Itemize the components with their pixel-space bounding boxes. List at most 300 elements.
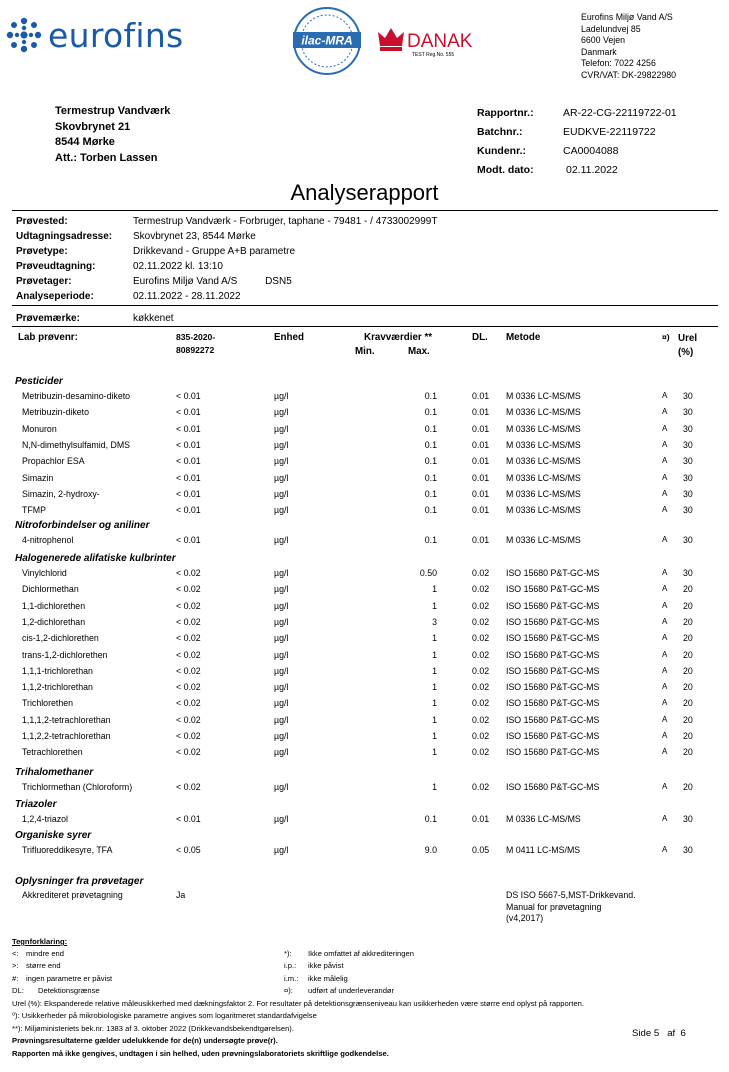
method: M 0336 LC-MS/MS <box>506 505 581 516</box>
col-lab-header: Lab prøvenr: <box>18 332 78 343</box>
max-value: 0.1 <box>424 488 437 499</box>
max-value: 0.1 <box>424 535 437 545</box>
section-title: Halogenerede alifatiske kulbrinter <box>15 553 176 564</box>
result-row <box>0 782 729 798</box>
page-title: Analyserapport <box>290 180 439 205</box>
urel-value: 20 <box>683 698 693 709</box>
result-row <box>0 715 729 731</box>
method: M 0336 LC-MS/MS <box>506 535 581 545</box>
max-value: 1 <box>432 747 437 758</box>
accreditation-flag: A <box>662 649 668 659</box>
lab-address-line: CVR/VAT: DK-29822980 <box>581 69 677 80</box>
urel-value: 20 <box>683 600 693 611</box>
meta-label: Kundenr.: <box>477 145 526 157</box>
section-title: Oplysninger fra prøvetager <box>15 876 144 887</box>
max-value: 0.1 <box>424 456 437 467</box>
detection-limit: 0.01 <box>472 505 490 516</box>
parameter-name: Vinylchlorid <box>22 568 67 578</box>
accreditation-flag: A <box>662 747 668 757</box>
legend-note: Urel (%): Ekspanderede relative måleusikkerhed med dækningsfaktor 2. For resultater på detektionsgrænseniveau kan usikkerheden være større end oplyst på rapporten. <box>12 999 584 1008</box>
result-row <box>0 584 729 600</box>
legend-symbol: DL: <box>12 986 24 996</box>
legend-item <box>12 960 112 972</box>
meta-row <box>477 142 677 161</box>
legend-title: Tegnforklaring: <box>12 937 68 946</box>
parameter-name: Simazin, 2-hydroxy- <box>22 488 100 499</box>
client-address <box>55 104 170 166</box>
divider <box>12 305 718 306</box>
divider <box>12 210 718 211</box>
max-value: 1 <box>432 633 437 644</box>
accreditation-flag: A <box>662 633 668 643</box>
extra-method-line: Manual for prøvetagning <box>506 901 602 912</box>
legend-text: ikke påvist <box>308 961 344 971</box>
accreditation-flag: A <box>662 845 668 854</box>
unit: µg/l <box>274 814 289 824</box>
parameter-name: 1,1-dichlorethen <box>22 600 86 611</box>
method: M 0336 LC-MS/MS <box>506 423 581 434</box>
extra-label: Akkrediteret prøvetagning <box>22 890 123 900</box>
info-row <box>16 311 174 326</box>
parameter-name: 1,1,2-trichlorethan <box>22 682 93 693</box>
accreditation-flag: A <box>662 714 668 724</box>
extra-method-line: DS ISO 5667-5,MST-Drikkevand. <box>506 890 636 900</box>
parameter-name: Dichlormethan <box>22 584 79 595</box>
meta-row <box>477 104 677 123</box>
unit: µg/l <box>274 439 289 450</box>
accreditation-flag: A <box>662 568 668 577</box>
detection-limit: 0.02 <box>472 633 490 644</box>
lab-address-line: Eurofins Miljø Vand A/S <box>581 12 673 22</box>
detection-limit: 0.02 <box>472 714 490 725</box>
urel-value: 20 <box>683 714 693 725</box>
max-value: 1 <box>432 782 437 792</box>
detection-limit: 0.01 <box>472 488 490 499</box>
info-row <box>16 274 437 289</box>
client-line: 8544 Mørke <box>55 136 115 148</box>
lab-address-line: Telefon: 7022 4256 <box>581 58 656 68</box>
section-title: Nitroforbindelser og aniliner <box>15 520 150 531</box>
accreditation-flag: A <box>662 731 668 740</box>
legend-note: ⁰): Usikkerheder på mikrobiologiske parametre angives som logaritmeret standardafvigelse <box>12 1011 317 1021</box>
detection-limit: 0.02 <box>472 568 490 578</box>
result-value: < 0.02 <box>176 698 201 709</box>
danak-reg: TEST Reg.No. 555 <box>412 52 455 58</box>
urel-value: 30 <box>683 456 693 467</box>
unit: µg/l <box>274 568 289 578</box>
danak-text: DANAK <box>407 31 473 52</box>
sample-mark <box>16 311 174 326</box>
legend-item <box>284 985 414 997</box>
detection-limit: 0.02 <box>472 649 490 660</box>
col-max-header: Max. <box>408 346 430 357</box>
parameter-name: cis-1,2-dichlorethen <box>22 633 99 644</box>
legend-symbol: *): <box>284 949 292 958</box>
parameter-name: TFMP <box>22 505 46 516</box>
result-value: < 0.01 <box>176 391 201 401</box>
parameter-name: Propachlor ESA <box>22 456 85 467</box>
legend-text: udført af underleverandør <box>308 986 395 996</box>
parameter-name: 1,1,2,2-tetrachlorethan <box>22 731 111 741</box>
method: ISO 15680 P&T-GC-MS <box>506 747 600 758</box>
result-value: < 0.02 <box>176 782 201 792</box>
method: M 0336 LC-MS/MS <box>506 456 581 467</box>
method: M 0336 LC-MS/MS <box>506 472 581 483</box>
legend-item <box>284 960 414 972</box>
meta-value: 02.11.2022 <box>566 164 618 176</box>
result-value: < 0.02 <box>176 714 201 725</box>
page-number: Side 5 af 6 <box>632 1028 686 1039</box>
accreditation-flag: A <box>662 665 668 675</box>
section-title: Trihalomethaner <box>15 767 94 778</box>
result-row <box>0 535 729 551</box>
result-row <box>0 424 729 440</box>
method: ISO 15680 P&T-GC-MS <box>506 568 600 578</box>
unit: µg/l <box>274 391 289 401</box>
detection-limit: 0.01 <box>472 423 490 434</box>
legend-reproduction: Rapporten må ikke gengives, undtagen i sin helhed, uden prøvningslaboratoriets skriftlige godkendelse. <box>12 1048 389 1058</box>
detection-limit: 0.02 <box>472 682 490 693</box>
max-value: 1 <box>432 698 437 709</box>
unit: µg/l <box>274 472 289 483</box>
result-row <box>0 814 729 830</box>
method: ISO 15680 P&T-GC-MS <box>506 731 600 741</box>
max-value: 1 <box>432 682 437 693</box>
result-row <box>0 747 729 763</box>
unit: µg/l <box>274 505 289 516</box>
client-line: Att.: Torben Lassen <box>55 151 158 164</box>
accreditation-flag: A <box>662 782 668 791</box>
result-value: < 0.02 <box>176 600 201 611</box>
max-value: 0.1 <box>424 407 437 418</box>
accreditation-flag: A <box>662 407 668 417</box>
result-value: < 0.02 <box>176 747 201 758</box>
method: ISO 15680 P&T-GC-MS <box>506 649 600 660</box>
lab-address <box>581 12 676 81</box>
result-row <box>0 845 729 861</box>
result-row <box>0 489 729 505</box>
accreditation-flag: A <box>662 391 668 400</box>
info-label: Prøvemærke: <box>16 313 80 324</box>
section-title: Pesticider <box>15 376 63 387</box>
urel-value: 20 <box>683 782 693 792</box>
detection-limit: 0.02 <box>472 782 490 792</box>
result-value: < 0.02 <box>176 649 201 660</box>
legend-right <box>284 948 414 998</box>
parameter-name: 1,1,1-trichlorethan <box>22 665 93 676</box>
client-line: Skovbrynet 21 <box>55 120 131 133</box>
detection-limit: 0.02 <box>472 731 490 741</box>
eurofins-dots-icon <box>6 17 42 53</box>
legend-text: Detektionsgrænse <box>38 986 100 996</box>
unit: µg/l <box>274 535 289 545</box>
legend-item <box>12 973 112 985</box>
meta-label: Rapportnr.: <box>477 107 534 119</box>
method: ISO 15680 P&T-GC-MS <box>506 616 600 627</box>
info-row <box>16 214 437 229</box>
result-value: < 0.02 <box>176 682 201 693</box>
detection-limit: 0.01 <box>472 407 490 418</box>
urel-value: 30 <box>683 568 693 578</box>
result-row <box>0 666 729 682</box>
info-value: 02.11.2022 - 28.11.2022 <box>133 291 241 302</box>
method: M 0336 LC-MS/MS <box>506 814 581 824</box>
max-value: 1 <box>432 600 437 611</box>
parameter-name: Trifluoreddikesyre, TFA <box>22 845 113 855</box>
result-row <box>0 391 729 407</box>
max-value: 9.0 <box>424 845 437 855</box>
method: ISO 15680 P&T-GC-MS <box>506 682 600 693</box>
legend-note: **): Miljøministeriets bek.nr. 1383 af 3. oktober 2022 (Drikkevandsbekendtgørelsen). <box>12 1023 294 1033</box>
report-meta <box>477 104 677 180</box>
result-value: < 0.01 <box>176 456 201 467</box>
method: ISO 15680 P&T-GC-MS <box>506 782 600 792</box>
unit: µg/l <box>274 845 289 855</box>
max-value: 1 <box>432 714 437 725</box>
extra-method-line: (v4,2017) <box>506 913 544 923</box>
unit: µg/l <box>274 600 289 611</box>
parameter-name: Metribuzin-diketo <box>22 407 89 418</box>
result-row <box>0 698 729 714</box>
ilac-mra-logo <box>290 6 364 76</box>
unit: µg/l <box>274 584 289 595</box>
accreditation-flag: A <box>662 698 668 708</box>
max-value: 1 <box>432 649 437 660</box>
detection-limit: 0.02 <box>472 616 490 627</box>
col-min-header: Min. <box>355 346 375 357</box>
urel-value: 30 <box>683 423 693 434</box>
legend-symbol: >: <box>12 961 19 971</box>
lab-address-line: 6600 Vejen <box>581 35 626 45</box>
info-value: køkkenet <box>133 313 174 324</box>
parameter-name: 4-nitrophenol <box>22 535 74 545</box>
ilac-text: ilac-MRA <box>301 33 353 48</box>
section-title: Triazoler <box>15 799 57 810</box>
info-value: Skovbrynet 23, 8544 Mørke <box>133 231 256 242</box>
result-row <box>0 633 729 649</box>
col-unit-header: Enhed <box>274 332 304 343</box>
urel-value: 20 <box>683 731 693 741</box>
info-value: 02.11.2022 kl. 13:10 <box>133 261 223 272</box>
col-dl-header: DL. <box>472 332 488 343</box>
danak-crown-icon <box>376 24 486 60</box>
extra-value: Ja <box>176 890 186 900</box>
max-value: 0.1 <box>424 423 437 434</box>
unit: µg/l <box>274 698 289 709</box>
unit: µg/l <box>274 423 289 434</box>
meta-value: CA0004088 <box>563 145 619 157</box>
urel-value: 20 <box>683 665 693 676</box>
accreditation-flag: A <box>662 456 668 466</box>
urel-value: 30 <box>683 391 693 401</box>
method: ISO 15680 P&T-GC-MS <box>506 714 600 725</box>
legend-symbol: <: <box>12 949 19 958</box>
max-value: 0.1 <box>424 391 437 401</box>
parameter-name: Monuron <box>22 423 57 434</box>
client-line: Termestrup Vandværk <box>55 105 171 117</box>
legend-text: større end <box>26 961 61 971</box>
result-value: < 0.01 <box>176 472 201 483</box>
max-value: 0.1 <box>424 505 437 516</box>
detection-limit: 0.05 <box>472 845 490 855</box>
unit: µg/l <box>274 682 289 693</box>
max-value: 3 <box>432 616 437 627</box>
info-row <box>16 289 437 304</box>
method: M 0411 LC-MS/MS <box>506 845 581 855</box>
parameter-name: Trichlorethen <box>22 698 74 709</box>
urel-line: Urel <box>678 333 698 344</box>
legend-symbol: #: <box>12 973 19 983</box>
detection-limit: 0.01 <box>472 472 490 483</box>
unit: µg/l <box>274 649 289 660</box>
result-row <box>0 440 729 456</box>
urel-value: 20 <box>683 747 693 758</box>
legend-text: ingen parametre er påvist <box>26 973 113 983</box>
legend-symbol: ¤): <box>284 986 293 996</box>
detection-limit: 0.01 <box>472 814 490 824</box>
legend-notes <box>12 998 712 1060</box>
result-value: < 0.02 <box>176 568 201 578</box>
result-row <box>0 601 729 617</box>
method: ISO 15680 P&T-GC-MS <box>506 633 600 644</box>
detection-limit: 0.02 <box>472 698 490 709</box>
col-sample-header <box>176 331 215 357</box>
accreditation-flag: A <box>662 535 668 544</box>
result-row <box>0 650 729 666</box>
urel-value: 30 <box>683 845 693 855</box>
legend-item <box>284 948 414 960</box>
detection-limit: 0.02 <box>472 584 490 595</box>
unit: µg/l <box>274 714 289 725</box>
detection-limit: 0.01 <box>472 391 490 401</box>
urel-value: 30 <box>683 505 693 516</box>
col-flag-header: ¤) <box>662 332 670 342</box>
info-value: Eurofins Miljø Vand A/S DSN5 <box>133 276 292 287</box>
max-value: 1 <box>432 665 437 676</box>
result-value: < 0.02 <box>176 731 201 741</box>
result-value: < 0.01 <box>176 423 201 434</box>
max-value: 1 <box>432 731 437 741</box>
sample-no-line: 80892272 <box>176 345 215 355</box>
urel-line: (%) <box>678 347 694 358</box>
info-row <box>16 229 437 244</box>
result-value: < 0.01 <box>176 407 201 418</box>
urel-value: 30 <box>683 814 693 824</box>
parameter-name: Simazin <box>22 472 54 483</box>
accreditation-flag: A <box>662 505 668 515</box>
method: M 0336 LC-MS/MS <box>506 439 581 450</box>
meta-row <box>477 161 677 180</box>
urel-value: 30 <box>683 407 693 418</box>
detection-limit: 0.02 <box>472 600 490 611</box>
sample-no-line: 835-2020- <box>176 332 216 342</box>
legend-item <box>12 948 112 960</box>
result-value: < 0.02 <box>176 665 201 676</box>
accreditation-flag: A <box>662 584 668 594</box>
meta-value: EUDKVE-22119722 <box>563 126 656 138</box>
max-value: 0.1 <box>424 814 437 824</box>
parameter-name: N,N-dimethylsulfamid, DMS <box>22 439 131 450</box>
result-value: < 0.01 <box>176 535 201 545</box>
legend-validity: Prøvningsresultaterne gælder udelukkende for de(n) undersøgte prøve(r). <box>12 1036 278 1046</box>
meta-label: Modt. dato: <box>477 164 534 176</box>
divider <box>12 326 718 327</box>
parameter-name: Metribuzin-desamino-diketo <box>22 391 131 401</box>
urel-value: 20 <box>683 633 693 644</box>
max-value: 1 <box>432 584 437 595</box>
section-title: Organiske syrer <box>15 830 92 841</box>
legend-text: ikke målelig <box>308 973 348 983</box>
legend-symbol: i.m.: <box>284 973 299 983</box>
eurofins-wordmark: eurofins <box>48 15 184 55</box>
parameter-name: 1,2,4-triazol <box>22 814 68 824</box>
max-value: 0.1 <box>424 472 437 483</box>
info-label: Prøveudtagning: <box>16 261 96 272</box>
detection-limit: 0.02 <box>472 747 490 758</box>
accreditation-flag: A <box>662 600 668 610</box>
info-label: Udtagningsadresse: <box>16 231 113 242</box>
info-value: Termestrup Vandværk - Forbruger, taphane - 79481 - / 4733002999T <box>133 216 438 227</box>
legend-item <box>284 973 414 985</box>
detection-limit: 0.02 <box>472 665 490 676</box>
info-label: Prøvested: <box>16 216 68 227</box>
unit: µg/l <box>274 456 289 467</box>
info-label: Prøvetype: <box>16 246 68 257</box>
legend-text: mindre end <box>26 949 64 958</box>
result-row <box>0 505 729 521</box>
info-value: Drikkevand - Gruppe A+B parametre <box>133 246 296 257</box>
info-label: Prøvetager: <box>16 276 72 287</box>
info-row <box>16 259 437 274</box>
detection-limit: 0.01 <box>472 535 490 545</box>
result-row <box>0 682 729 698</box>
detection-limit: 0.01 <box>472 439 490 450</box>
method: ISO 15680 P&T-GC-MS <box>506 698 600 709</box>
result-row <box>0 456 729 472</box>
urel-value: 20 <box>683 616 693 627</box>
result-row <box>0 731 729 747</box>
unit: µg/l <box>274 782 289 792</box>
result-row <box>0 407 729 423</box>
col-method-header: Metode <box>506 332 541 343</box>
result-value: < 0.02 <box>176 616 201 627</box>
result-value: < 0.05 <box>176 845 201 855</box>
urel-value: 30 <box>683 472 693 483</box>
method: ISO 15680 P&T-GC-MS <box>506 584 600 595</box>
sample-info <box>16 214 437 304</box>
unit: µg/l <box>274 488 289 499</box>
parameter-name: 1,1,1,2-tetrachlorethan <box>22 714 111 725</box>
result-row <box>0 568 729 584</box>
accreditation-flag: A <box>662 439 668 449</box>
urel-value: 30 <box>683 439 693 450</box>
max-value: 0.50 <box>419 568 437 578</box>
legend-text: Ikke omfattet af akkrediteringen <box>308 949 414 958</box>
detection-limit: 0.01 <box>472 456 490 467</box>
parameter-name: Trichlormethan (Chloroform) <box>22 782 133 792</box>
col-urel-header <box>678 332 697 360</box>
ilac-mra-emblem-icon <box>290 6 364 76</box>
result-row <box>0 473 729 489</box>
result-value: < 0.01 <box>176 439 201 450</box>
parameter-name: 1,2-dichlorethan <box>22 616 86 627</box>
lab-address-line: Danmark <box>581 46 617 57</box>
unit: µg/l <box>274 665 289 676</box>
col-req-header: Kravværdier ** <box>364 332 433 343</box>
unit: µg/l <box>274 633 289 644</box>
method: ISO 15680 P&T-GC-MS <box>506 600 600 611</box>
unit: µg/l <box>274 731 289 741</box>
